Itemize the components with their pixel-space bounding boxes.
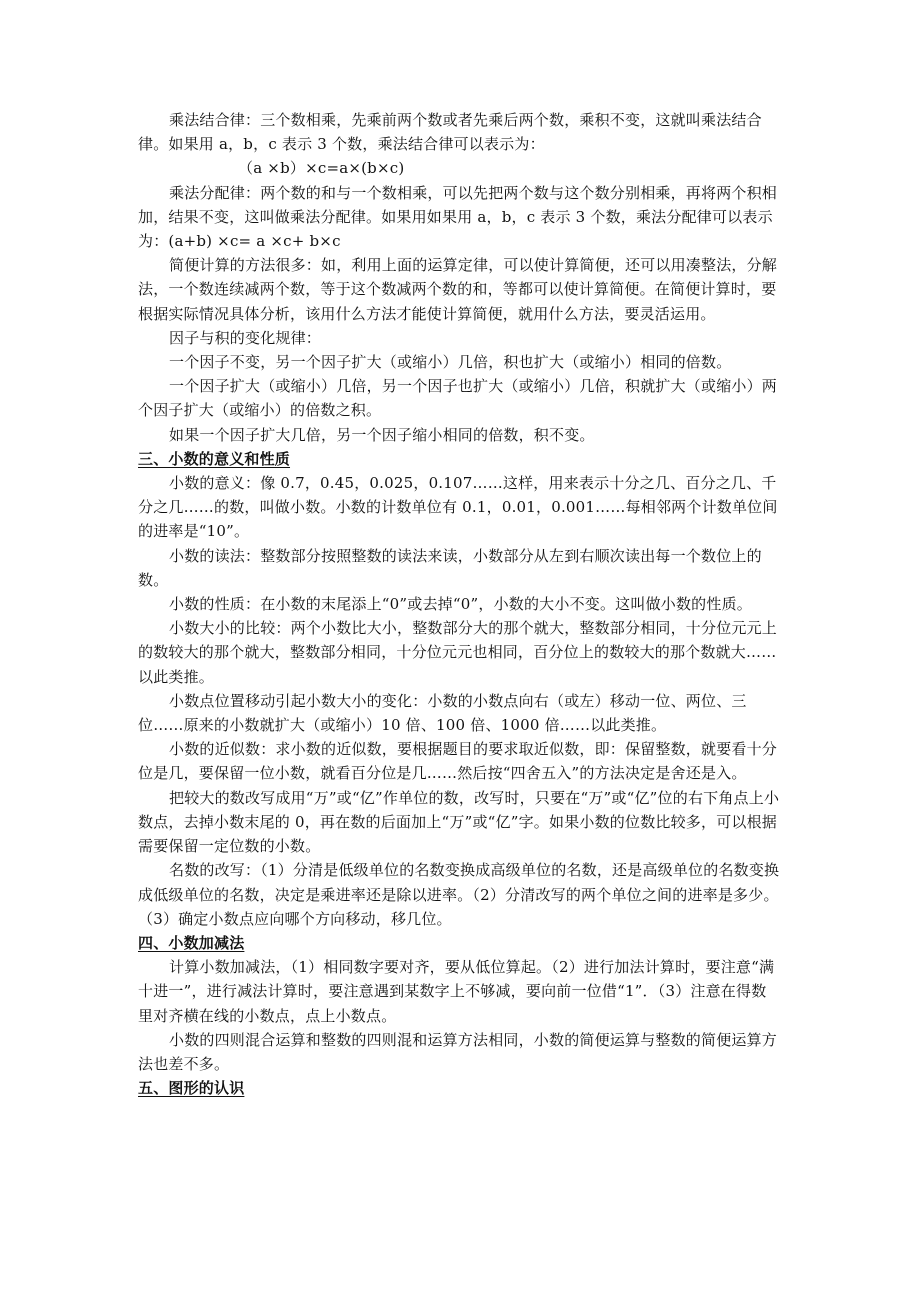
paragraph-decimal-add-subtract-rules: 计算小数加减法，（1）相同数字要对齐，要从低位算起。（2）进行加法计算时，要注意“满十进一”，进行减法计算时，要注意遇到某数字上不够减，要向前一位借“1”．（3）注意在得数里对齐横在线的小数点，点上小数点。 xyxy=(138,958,775,1025)
section-heading-decimals: 三、小数的意义和性质 xyxy=(138,449,291,468)
paragraph-decimal-comparison: 小数大小的比较：两个小数比大小，整数部分大的那个就大，整数部分相同，十分位元元上的数较大的那个就大，整数部分相同，十分位元元也相同，百分位上的数较大的那个数就大……以此类推。 xyxy=(138,619,778,686)
section-heading-shapes: 五、图形的认识 xyxy=(138,1079,245,1098)
paragraph-factor-rule-2: 一个因子扩大（或缩小）几倍，另一个因子也扩大（或缩小）几倍，积就扩大（或缩小）两个因子扩大（或缩小）的倍数之积。 xyxy=(138,377,778,420)
paragraph-named-number-rewrite: 名数的改写：（1）分清是低级单位的名数变换成高级单位的名数，还是高级单位的名数变换成低级单位的名数，决定是乘进率还是除以进率。（2）分清改写的两个单位之间的进率是多少。（3）确定小数点应向哪个方向移动，移几位。 xyxy=(138,861,780,928)
paragraph-decimal-reading: 小数的读法：整数部分按照整数的读法来读，小数部分从左到右顺次读出每一个数位上的数。 xyxy=(138,546,762,589)
paragraph-large-number-rewrite: 把较大的数改写成用“万”或“亿”作单位的数，改写时，只要在“万”或“亿”位的右下角点上小数点，去掉小数末尾的 0，再在数的后面加上“万”或“亿”字。如果小数的位数比较多，可以根据需要保留一定位数的小数。 xyxy=(138,788,780,856)
paragraph-decimal-approximation: 小数的近似数：求小数的近似数，要根据题目的要求取近似数，即：保留整数，就要看十分位是几，要保留一位小数，就看百分位是几……然后按“四舍五入”的方法决定是舍还是入。 xyxy=(138,740,778,783)
paragraph-decimal-point-shift: 小数点位置移动引起小数大小的变化：小数的小数点向右（或左）移动一位、两位、三位……原来的小数就扩大（或缩小）10 倍、100 倍、1000 倍……以此类推。 xyxy=(138,691,747,735)
document-body xyxy=(138,108,780,1100)
paragraph-factor-rule-1: 一个因子不变，另一个因子扩大（或缩小）几倍，积也扩大（或缩小）相同的倍数。 xyxy=(169,353,732,372)
section-heading-decimal-add-subtract: 四、小数加减法 xyxy=(138,933,245,952)
paragraph-distributive-law: 乘法分配律：两个数的和与一个数相乘，可以先把两个数与这个数分别相乘，再将两个积相加，结果不变，这叫做乘法分配律。如果用如果用 a，b，c 表示 3 个数，乘法分配律可以表示为：(a+b) ×c= a ×c+ b×c xyxy=(138,183,778,251)
paragraph-decimal-meaning: 小数的意义：像 0.7，0.45，0.025，0.107……这样，用来表示十分之几、百分之几、千分之几……的数，叫做小数。小数的计数单位有 0.1，0.01，0.001……每相邻两个计数单位间的进率是“10”。 xyxy=(138,474,778,541)
formula-associative: （a ×b）×c=a×(b×c) xyxy=(238,159,405,178)
paragraph-decimal-property: 小数的性质：在小数的末尾添上“0”或去掉“0”，小数的大小不变。这叫做小数的性质。 xyxy=(169,595,752,614)
paragraph-factor-product-rule-title: 因子与积的变化规律： xyxy=(169,328,322,347)
paragraph-decimal-mixed-operations: 小数的四则混合运算和整数的四则混和运算方法相同，小数的简便运算与整数的简便运算方法也差不多。 xyxy=(138,1030,778,1073)
paragraph-factor-rule-3: 如果一个因子扩大几倍，另一个因子缩小相同的倍数，积不变。 xyxy=(169,425,595,444)
paragraph-associative-law: 乘法结合律：三个数相乘，先乘前两个数或者先乘后两个数，乘积不变，这就叫乘法结合律。如果用 a，b，c 表示 3 个数，乘法结合律可以表示为： xyxy=(138,111,762,154)
paragraph-simplified-calculation: 简便计算的方法很多：如，利用上面的运算定律，可以使计算简便，还可以用凑整法，分解法，一个数连续减两个数，等于这个数减两个数的和，等都可以使计算简便。在简便计算时，要根据实际情况具体分析，该用什么方法才能使计算简便，就用什么方法，要灵活运用。 xyxy=(138,256,778,323)
